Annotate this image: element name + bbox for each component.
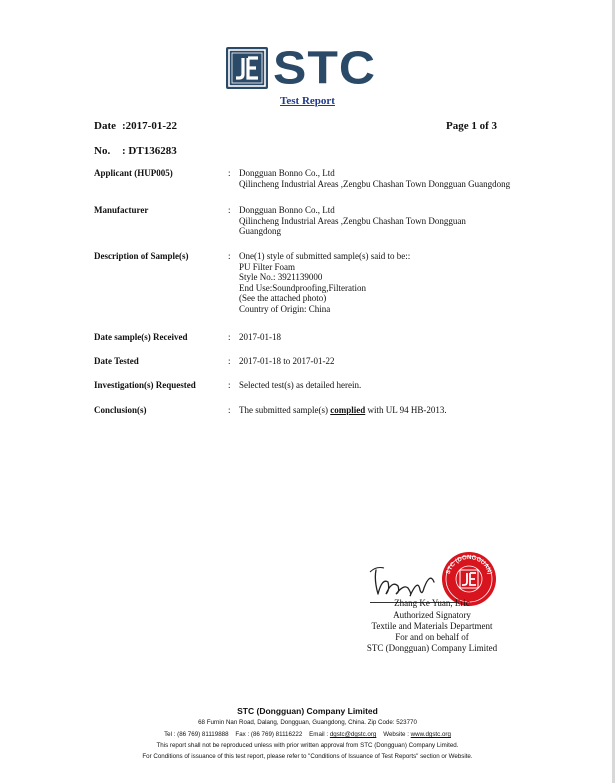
page-number: Page 1 of 3: [446, 120, 498, 132]
date-received-label: Date sample(s) Received: [94, 332, 188, 342]
report-title[interactable]: Test Report: [280, 95, 335, 107]
report-no-value: : DT136283: [122, 145, 177, 157]
description-line: Style No.: 3921139000: [239, 272, 323, 282]
manufacturer-line: Dongguan Bonno Co., Ltd: [239, 205, 335, 215]
colon: :: [228, 332, 231, 342]
date-received-line: 2017-01-18: [239, 332, 281, 342]
investigation-label: Investigation(s) Requested: [94, 380, 196, 390]
colon: :: [228, 380, 231, 390]
conclusion-pre: The submitted sample(s): [239, 405, 331, 415]
colon: :: [228, 205, 231, 215]
description-label: Description of Sample(s): [94, 251, 189, 261]
signatory-department: Textile and Materials Department: [371, 621, 493, 631]
stc-logo-text: STC: [273, 42, 376, 94]
footer-website-link[interactable]: www.dgstc.org: [410, 731, 451, 738]
applicant-line: Dongguan Bonno Co., Ltd: [239, 168, 335, 178]
report-no-label: No.: [94, 145, 111, 157]
footer-company: STC (Dongguan) Company Limited: [237, 706, 378, 716]
date-tested-line: 2017-01-18 to 2017-01-22: [239, 356, 335, 366]
conclusion-post: with UL 94 HB-2013.: [365, 405, 447, 415]
investigation-value: [239, 380, 539, 391]
applicant-label: Applicant (HUP005): [94, 168, 173, 178]
footer-email-link[interactable]: dgstc@dgstc.org: [329, 731, 377, 738]
manufacturer-line: Guangdong: [239, 226, 281, 236]
stc-logo: [226, 42, 376, 94]
footer-address: 68 Furnin Nan Road, Dalang, Dongguan, Guangdong, China. Zip Code: 523770: [198, 719, 417, 726]
footer-contact: [0, 731, 615, 738]
signatory-title: Authorized Signatory: [393, 610, 471, 620]
colon: :: [228, 405, 231, 415]
signatory-company: STC (Dongguan) Company Limited: [366, 643, 498, 653]
date-tested-value: [239, 356, 539, 367]
manufacturer-line: Qilincheng Industrial Areas ,Zengbu Chashan Town Dongguan: [239, 215, 466, 226]
description-value: [239, 251, 539, 314]
conclusion-result: complied: [330, 405, 366, 415]
footer-notice-reproduction: This report shall not be reproduced unless with prior written approval from STC (Dongguan) Company Limited.: [156, 742, 459, 749]
colon: :: [228, 168, 231, 178]
date-received-value: [239, 332, 539, 343]
colon: :: [228, 356, 231, 366]
footer-email-label: Email :: [309, 731, 329, 738]
description-line: (See the attached photo): [239, 293, 327, 303]
conclusion-label: Conclusion(s): [94, 405, 147, 415]
footer-website-label: Website :: [383, 731, 409, 738]
date-value: :2017-01-22: [122, 120, 177, 132]
description-line: End Use:Soundproofing,Filteration: [239, 282, 366, 293]
seal-text: STC (DONGGUAN): [445, 554, 493, 576]
colon: :: [228, 251, 231, 261]
signatory-name: Zhang Ke Yuan, Eric: [394, 598, 470, 608]
description-line: One(1) style of submitted sample(s) said to be::: [239, 251, 411, 261]
date-label: Date: [94, 120, 116, 132]
date-tested-label: Date Tested: [94, 356, 139, 366]
applicant-line: Qilincheng Industrial Areas ,Zengbu Chashan Town Dongguan Guangdong: [239, 178, 511, 189]
manufacturer-label: Manufacturer: [94, 205, 149, 215]
signatory-behalf: For and on behalf of: [395, 632, 469, 642]
description-line: Country of Origin: China: [239, 303, 331, 314]
investigation-line: Selected test(s) as detailed herein.: [239, 380, 362, 390]
footer-tel: Tel : (86 769) 81119888: [164, 731, 229, 738]
footer-fax: Fax : (86 769) 81116222: [235, 731, 303, 738]
applicant-value: [239, 168, 539, 189]
stc-logo-mark: [226, 47, 268, 89]
description-line: PU Filter Foam: [239, 261, 296, 272]
manufacturer-value: [239, 205, 539, 237]
footer-notice-conditions: For Conditions of issuance of this test report, please refer to "Conditions of Issuance of Test Reports" section or Website.: [142, 753, 473, 760]
conclusion-value: [239, 405, 539, 416]
